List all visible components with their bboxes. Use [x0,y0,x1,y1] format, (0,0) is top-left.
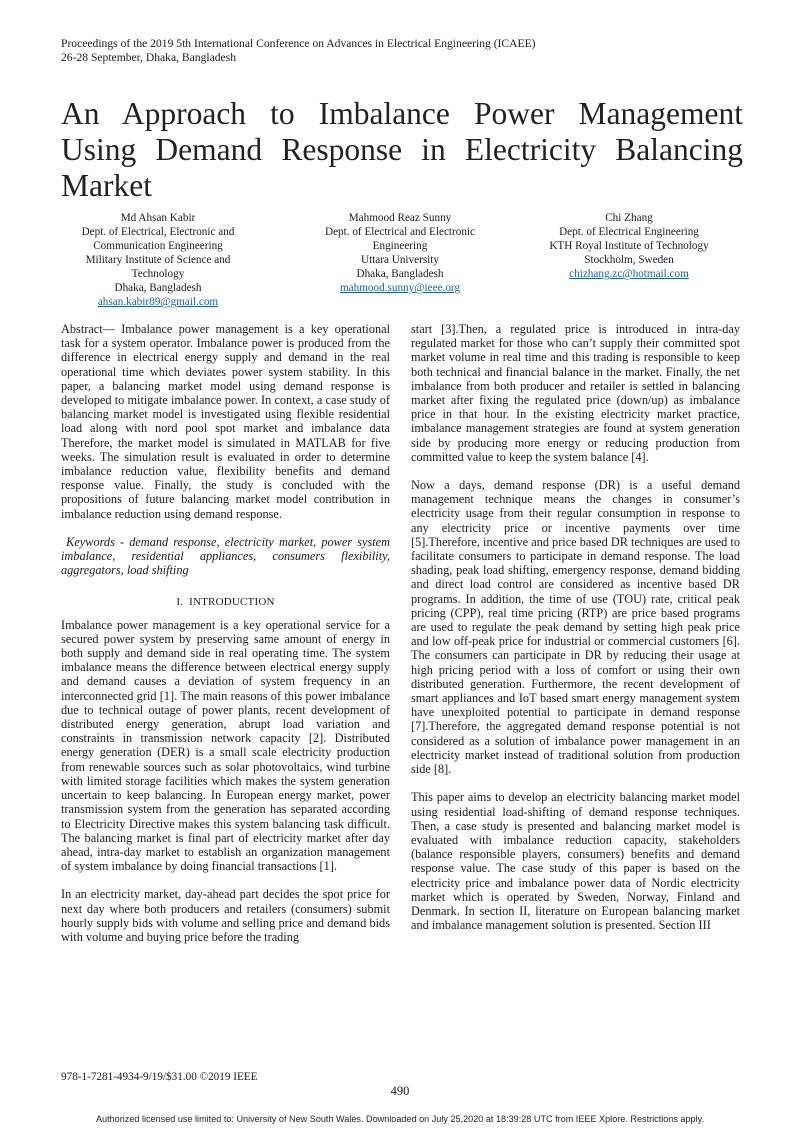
author-name: Chi Zhang [605,212,653,224]
page-number: 490 [390,1084,410,1098]
author-email-link[interactable]: mahmood.sunny@ieee.org [339,282,461,294]
header-line-1: Proceedings of the 2019 5th International Conference on Advances in Electrical Engineering (ICAEE) [61,37,536,50]
section-title-rest: NTRODUCTION [192,596,275,609]
author-affiliation-line: Stockholm, Sweden [584,254,674,266]
body-paragraph: Imbalance power management is a key operational service for a secured power system by preserving same amount of energy in both supply and demand side in real operating time. The system imbalance means the difference between electrical energy supply and demand causes a deviation of system frequency in an interconnected grid [1]. The main reasons of this power imbalance due to technical outage of power plants, recent development of distributed energy generation, abrupt load variation and constraints in transmission network capacity [2]. Distributed energy generation (DER) is a small scale electricity production from renewable sources such as solar photovoltaics, wind turbine with limited storage facilities which makes the system generation uncertain to keep balancing. In European energy market, power transmission system from the generation has separated according to Electricity Directive makes this system balancing task difficult. The balancing market is final part of electricity market after day ahead, intra-day market to establish an organization management of system imbalance by doing financial transactions [1]. [61,617,390,874]
author-name: Mahmood Reaz Sunny [348,212,452,224]
license-notice: Authorized licensed use limited to: University of New South Wales. Downloaded on July 25,2020 at 18:39:28 UTC from IEEE Xplore. Restrictions apply. [95,1114,705,1124]
author-affiliation-line: Dhaka, Bangladesh [356,268,444,280]
conference-header [61,37,536,65]
right-column [411,322,740,932]
body-paragraph: This paper aims to develop an electricity balancing market model using residential load-shifting of demand response techniques. Then, a case study is presented and balancing market model is evaluated with imbalance reduction capacity, stakeholders (balance responsible players, consumers) benefits and demand response value. The case study of this paper is based on the electricity price and imbalance power data of Nordic electricity market which is operated by Sweden, Norway, Finland and Denmark. In section II, literature on European balancing market and imbalance management solution is presented. Section III [411,790,740,933]
section-number: I. [176,596,184,609]
author-affiliation-line: Technology [131,268,185,280]
paper-title: An Approach to Imbalance Power Management Using Demand Response in Electricity Balancing Market [61,96,743,203]
body-paragraph: In an electricity market, day-ahead part decides the spot price for next day where both producers and retailers (consumers) submit hourly supply bids with volume and selling price and demand bids with volume and buying price before the trading [61,887,390,944]
section-title-initial: I [189,596,193,609]
body-paragraph: start [3].Then, a regulated price is introduced in intra-day regulated market for those who can’t supply their committed spot market volume in real time and this trading is responsible to keep both technical and financial balance in the market. Finally, the net imbalance from both producer and retailer is settled in balancing market after fixing the regulated price (down/up) as imbalance price in that hour. In the existing electricity market practice, imbalance management strategies are found at system generation side by producing more energy or reducing production from committed value to keep the system balance [4]. [411,322,740,464]
author-block-1 [61,211,255,309]
body-paragraph: Now a days, demand response (DR) is a useful demand management technique means the changes in consumer’s electricity usage from their regular consumption in response to any electricity price or incentive payments over time [5].Therefore, incentive and price based DR techniques are used to facilitate consumers to participate in demand response. The load shading, peak load shifting, emergency response, demand bidding and direct load control are considered as incentive based DR programs. In addition, the time of use (TOU) rate, critical peak pricing (CPP), real time pricing (RTP) are price based programs are used to regulate the peak demand by setting high peak price and low off-peak price for industrial or commercial customers [6]. The consumers can participate in DR by reducing their usage at high pricing period with a loss of comfort or using their own distributed generation. Furthermore, the recent development of smart appliances and IoT based smart energy management system have unexploited potential to participate in demand response [7].Therefore, the aggregated demand response potential is not considered as a solution of imbalance power management in an electricity market instead of traditional solution from production side [8]. [411,478,740,777]
author-affiliation-line: Dept. of Electrical, Electronic and [81,226,235,238]
author-email-link[interactable]: ahsan.kabir89@gmail.com [97,296,219,308]
copyright-isbn: 978-1-7281-4934-9/19/$31.00 ©2019 IEEE [61,1071,258,1083]
author-email-link[interactable]: chizhang.zc@hotmail.com [569,268,689,280]
keywords-label: Keywords - [66,534,130,549]
author-affiliation-line: Dept. of Electrical Engineering [559,226,699,238]
author-block-3 [532,211,726,281]
left-column [61,322,390,944]
author-affiliation-line: Dhaka, Bangladesh [114,282,202,294]
abstract-text: Imbalance power management is a key operational task for a system operator. Imbalance power is produced from the difference in electrical energy supply and demand in the real operational time which deviates power system stability. In this paper, a balancing market model using demand response is developed to mitigate imbalance power. In context, a case study of balancing market model is investigated using flexible residential load along with nord pool spot market and imbalance data Therefore, the market model is simulated in MATLAB for five weeks. The simulation result is evaluated in order to determine imbalance reduction value, flexibility benefits and demand response value. Finally, the study is concluded with the propositions of future balancing market model contribution in imbalance reduction using demand response. [61,322,390,521]
abstract-paragraph [61,322,390,521]
author-affiliation-line: Military Institute of Science and [85,254,231,266]
keywords-text: demand response, electricity market, power system imbalance, residential appliances, consumers flexibility, aggregators, load shifting [61,534,390,578]
author-affiliation-line: Uttara University [361,254,439,266]
keywords-paragraph [61,535,390,578]
author-affiliation-line: Communication Engineering [93,240,223,252]
header-line-2: 26-28 September, Dhaka, Bangladesh [61,51,237,64]
author-block-2 [303,211,497,295]
section-heading-introduction [61,595,390,609]
author-affiliation-line: KTH Royal Institute of Technology [549,240,709,252]
author-name: Md Ahsan Kabir [120,212,196,224]
author-affiliation-line: Engineering [372,240,428,252]
author-affiliation-line: Dept. of Electrical and Electronic [324,226,476,238]
abstract-label: Abstract— [61,322,115,336]
